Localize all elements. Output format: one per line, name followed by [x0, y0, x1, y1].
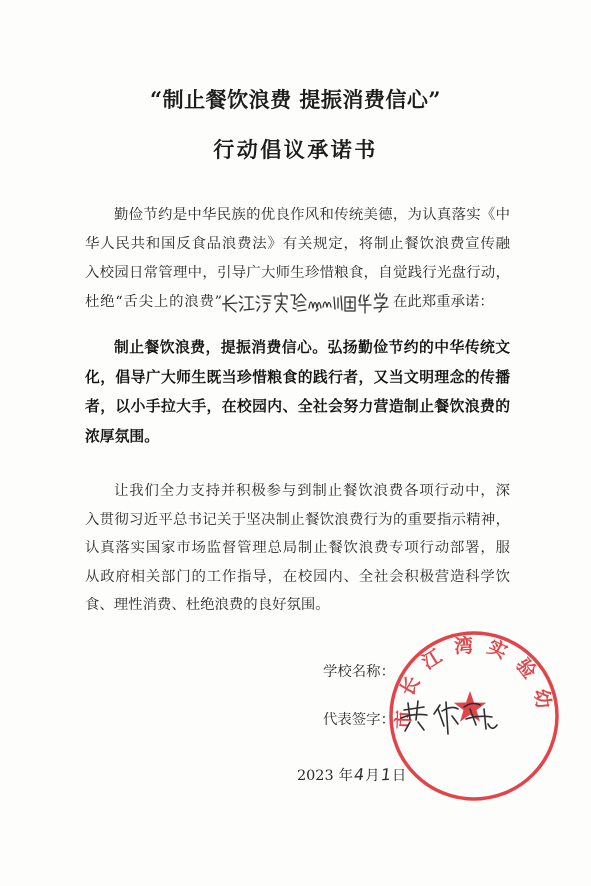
closing-text-after: 在此郑重承诺：	[393, 294, 494, 310]
date-month-handwritten: 4	[353, 764, 365, 785]
date-day-handwritten: 1	[379, 764, 392, 785]
representative-signature	[398, 694, 502, 742]
date-month-unit: 月	[365, 768, 380, 784]
handwriting-glyph	[291, 294, 306, 311]
handwriting-glyph	[256, 296, 271, 312]
date-year: 2023	[297, 768, 334, 784]
paragraph-line: 从政府相关部门的工作指导，在校园内、全社会积极营造科学饮	[85, 568, 510, 585]
handwriting-glyph	[275, 293, 287, 312]
school-name-label: 学校名称：	[323, 664, 395, 680]
handwriting-glyph	[239, 296, 254, 311]
paragraph-line: 浓厚氛围。	[85, 428, 159, 446]
signature-stroke	[464, 703, 497, 729]
paragraph-line: 入贯彻习近平总书记关于坚决制止餐饮浪费行为的重要指示精神，	[85, 511, 510, 528]
signature-stroke	[434, 702, 458, 734]
closing-text-before: 杜绝“舌尖上的浪费”	[85, 294, 222, 310]
handwriting-strokes	[222, 293, 388, 313]
signature-stroke	[401, 701, 427, 731]
paragraph-line: 让我们全力支持并积极参与到制止餐饮浪费各项行动中，深	[114, 483, 510, 499]
paragraph-line: 入校园日常管理中，引导广大师生珍惜粮食，自觉践行光盘行动，	[85, 265, 510, 281]
handwriting-glyph	[359, 295, 371, 313]
seal-text-path: 市长江湾实验幼	[392, 634, 557, 730]
paragraph-intro	[85, 201, 510, 317]
paragraph-action	[85, 477, 510, 620]
paragraph-line: 化，倡导广大师生既当珍惜粮食的践行者，又当文明理念的传播	[85, 368, 510, 386]
handwriting-glyph	[374, 293, 388, 312]
paragraph-line: 食、理性消费、杜绝浪费的良好氛围。	[85, 597, 330, 614]
date-day-unit: 日	[391, 768, 407, 784]
paragraph-line: 制止餐饮浪费，提振消费信心。弘扬勤俭节约的中华传统文	[114, 339, 510, 356]
handwriting-glyph	[334, 296, 355, 311]
paragraph-line: 者，以小手拉大手，在校园内、全社会努力营造制止餐饮浪费的	[85, 398, 510, 416]
title-line-1: “制止餐饮浪费 提振消费信心”	[150, 87, 441, 112]
date-year-unit: 年	[338, 768, 354, 784]
handwriting-glyph	[309, 302, 331, 311]
paragraph-line: 华人民共和国反食品浪费法》有关规定，将制止餐饮浪费宣传融	[85, 236, 510, 252]
handwritten-school-name	[222, 290, 390, 316]
representative-signature-label: 代表签字：	[323, 712, 395, 728]
handwriting-glyph	[222, 295, 237, 312]
paragraph-line-with-handwriting	[85, 288, 510, 317]
paragraph-commitment-bold	[85, 333, 510, 452]
title-line-2: 行动倡议承诺书	[213, 137, 378, 162]
paragraph-line: 勤俭节约是中华民族的优良作风和传统美德，为认真落实《中	[114, 207, 510, 223]
paragraph-line: 认真落实国家市场监督管理总局制止餐饮浪费专项行动部署，服	[85, 540, 510, 557]
signature-strokes	[401, 701, 497, 734]
